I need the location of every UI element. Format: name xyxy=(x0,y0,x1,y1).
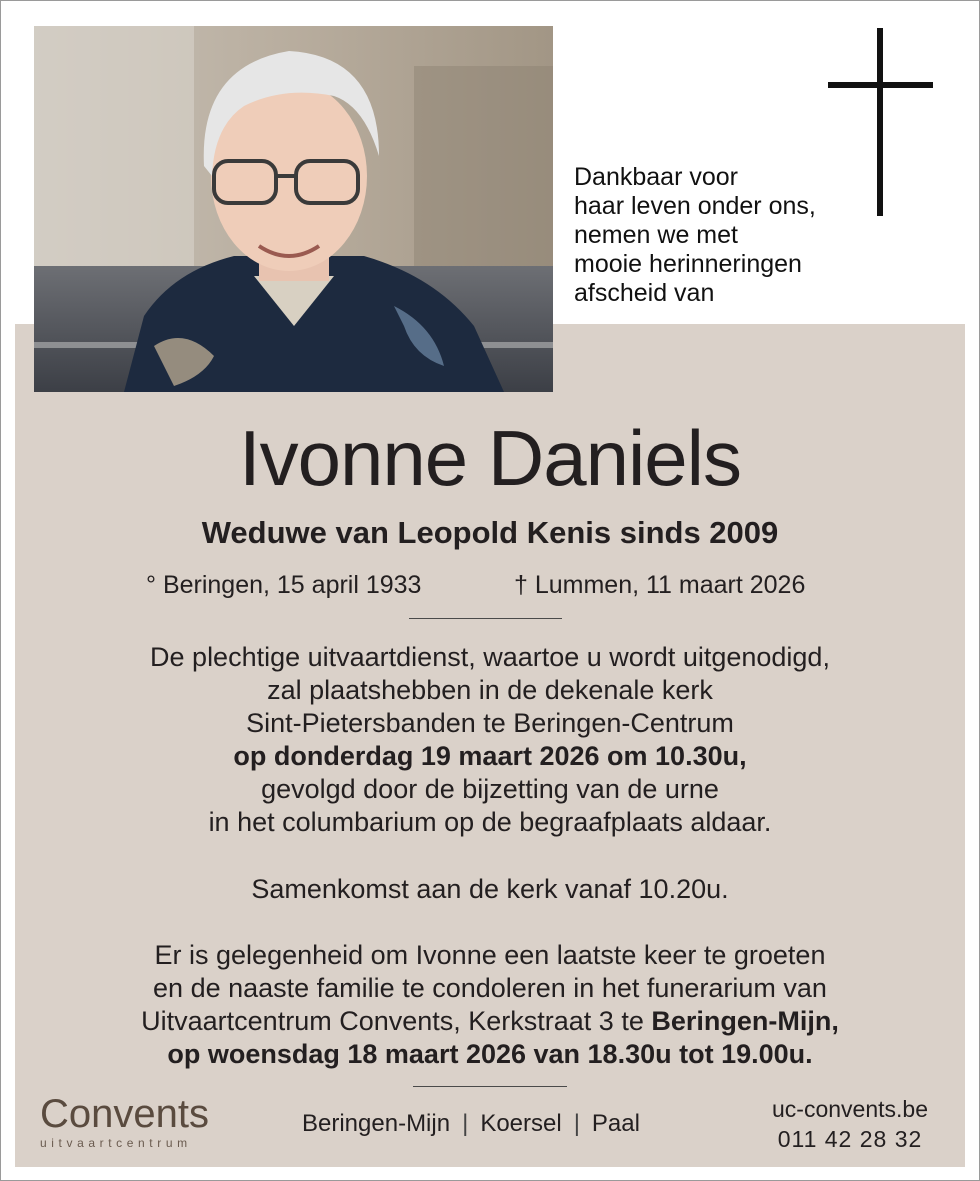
condolence-address: Uitvaartcentrum Convents, Kerkstraat 3 te xyxy=(141,1006,652,1036)
widow-line: Weduwe van Leopold Kenis sinds 2009 xyxy=(201,515,779,550)
condolence-date-line: op woensdag 18 maart 2026 van 18.30u tot 19.00u. xyxy=(167,1039,813,1069)
portrait-photo xyxy=(34,26,553,392)
convents-logo xyxy=(40,1092,240,1152)
birth-date: ° Beringen, 15 april 1933 xyxy=(146,571,422,599)
condolence-text xyxy=(15,939,965,1071)
phone-number: 011 42 28 32 xyxy=(777,1126,923,1152)
intro-line: haar leven onder ons, xyxy=(574,192,816,220)
divider xyxy=(409,618,562,619)
separator: | xyxy=(462,1110,469,1137)
service-line: in het columbarium op de begraafplaats aldaar. xyxy=(208,807,772,837)
portrait-photo-icon xyxy=(34,26,553,392)
service-date-line: op donderdag 19 maart 2026 om 10.30u, xyxy=(233,741,747,771)
locations-list xyxy=(302,1107,640,1141)
condolence-line: Er is gelegenheid om Ivonne een laatste keer te groeten xyxy=(154,940,826,970)
deceased-name: Ivonne Daniels xyxy=(239,414,741,502)
service-line: De plechtige uitvaartdienst, waartoe u wordt uitgenodigd, xyxy=(150,642,830,672)
service-line: gevolgd door de bijzetting van de urne xyxy=(261,774,719,804)
location-item: Koersel xyxy=(480,1110,562,1137)
location-item: Beringen-Mijn xyxy=(302,1110,451,1137)
website-link[interactable]: uc-convents.be xyxy=(772,1096,928,1122)
intro-line: nemen we met xyxy=(574,221,738,249)
separator: | xyxy=(573,1110,580,1137)
intro-line: afscheid van xyxy=(574,279,715,307)
service-line: Sint-Pietersbanden te Beringen-Centrum xyxy=(246,708,734,738)
location-item: Paal xyxy=(591,1110,640,1137)
intro-text xyxy=(574,163,874,308)
divider xyxy=(413,1086,567,1087)
gathering-text: Samenkomst aan de kerk vanaf 10.20u. xyxy=(251,874,729,904)
service-line: zal plaatshebben in de dekenale kerk xyxy=(267,675,713,705)
intro-line: Dankbaar voor xyxy=(574,163,738,191)
condolence-location: Beringen-Mijn, xyxy=(651,1006,839,1036)
condolence-line xyxy=(15,1005,965,1038)
logo-subtitle: uitvaartcentrum xyxy=(40,1136,192,1150)
death-date: † Lummen, 11 maart 2026 xyxy=(514,571,806,599)
contact-block xyxy=(752,1094,948,1154)
condolence-line: en de naaste familie te condoleren in het funerarium van xyxy=(153,973,827,1003)
logo-word: Convents xyxy=(40,1092,209,1136)
service-text xyxy=(15,641,965,839)
intro-line: mooie herinneringen xyxy=(574,250,802,278)
